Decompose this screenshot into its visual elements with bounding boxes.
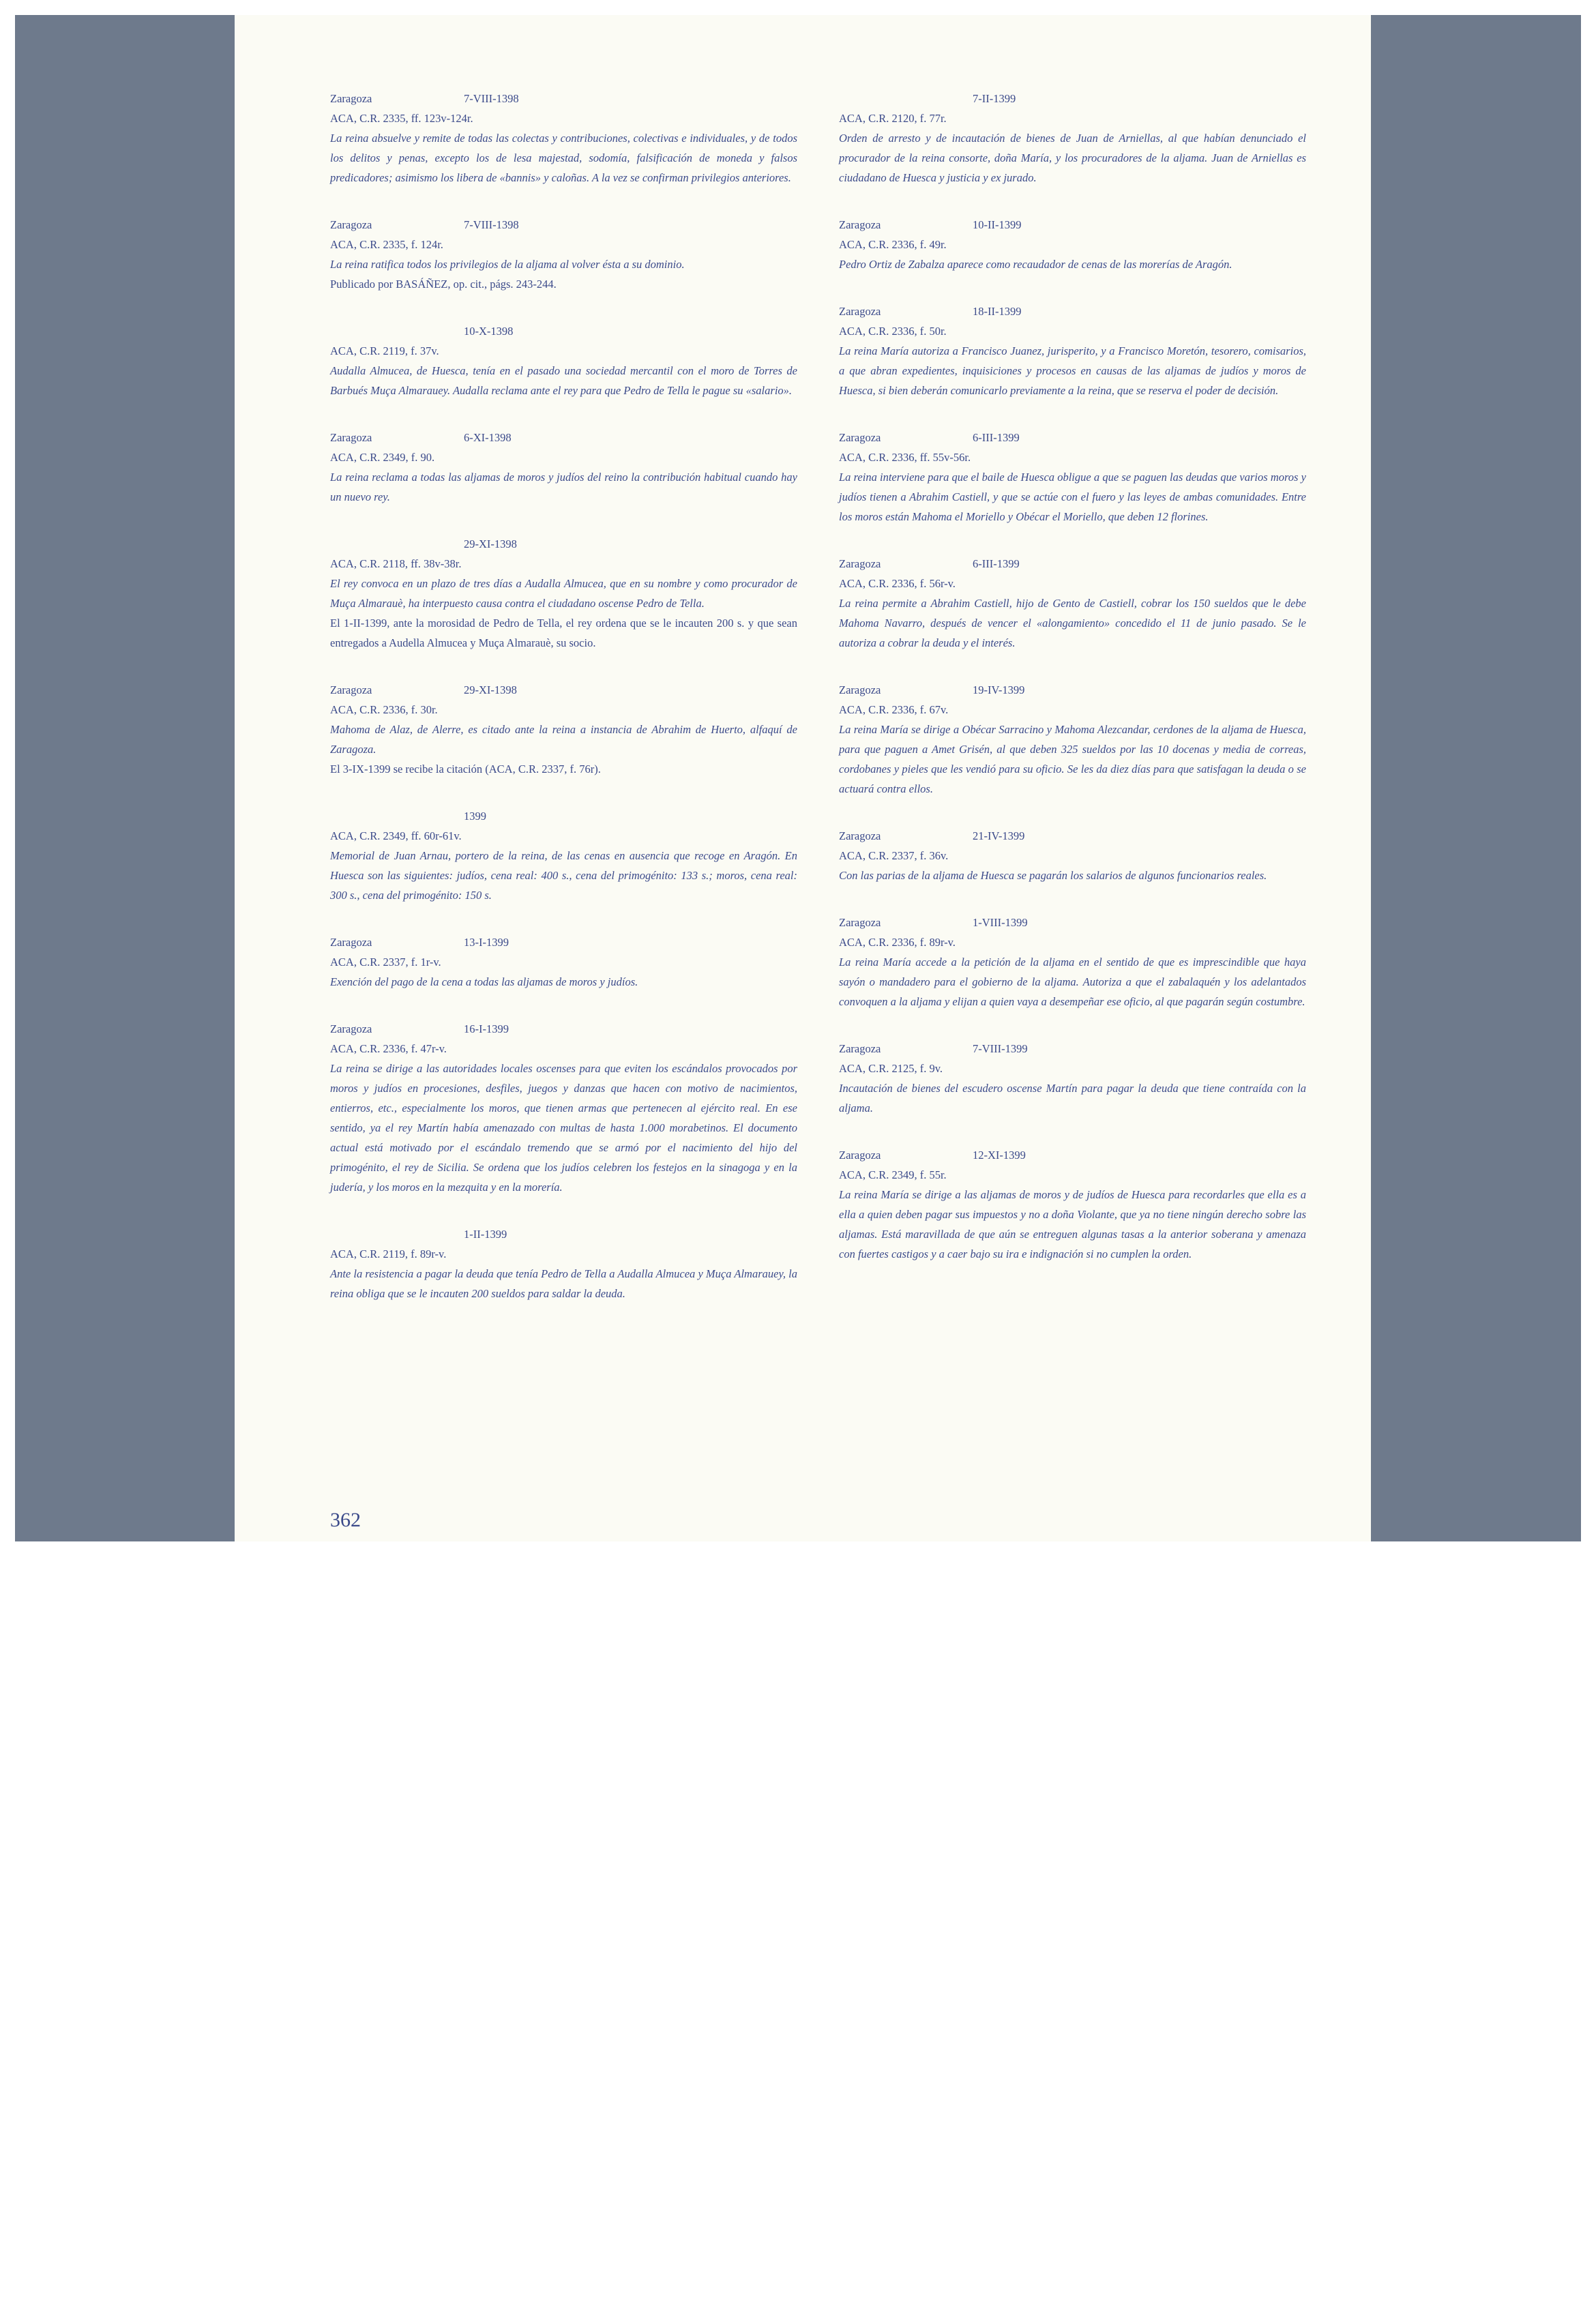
entry-summary: Mahoma de Alaz, de Alerre, es citado ante la reina a instancia de Abrahim de Huerto, alfaquí de Zaragoza. (330, 723, 797, 756)
entry-header (839, 913, 1306, 932)
entry-summary: Orden de arresto y de incautación de bienes de Juan de Arniellas, al que habían denunciado el procurador de la reina consorte, doña María, y los procuradores de la aljama. Juan de Arniellas es ciudadano de Huesca y justicia y ex jurado. (839, 132, 1306, 184)
entry-summary: La reina María se dirige a las aljamas de moros y de judíos de Huesca para recordarles que ella es a ella a quien deben pagar sus impuestos y no a doña Violante, que ya no tiene ningún derecho sobre las aljamas. Está maravillada de que aún se entreguen algunas tasas a la anterior soberana y amenaza con fuertes castigos y a caer bajo su ira e indignación si no cumplen la orden. (839, 1188, 1306, 1260)
entry-summary: La reina María se dirige a Obécar Sarracino y Mahoma Alezcandar, cerdones de la aljama de Huesca, para que paguen a Amet Grisén, al que deben 325 sueldos por las 10 docenas y media de correas, cordobanes y pieles que les vendió para su oficio. Se les da diez días para que satisfagan la deuda o se actuará contra ellos. (839, 723, 1306, 795)
document-entry (839, 215, 1306, 274)
entry-header (839, 301, 1306, 321)
entry-summary: La reina absuelve y remite de todas las colectas y contribuciones, colectivas e individuales, y de todos los delitos y penas, excepto los de lesa majestad, sodomía, falsificación de moneda y falsos predicadores; asimismo los libera de «bannis» y caloñas. A la vez se confirman privilegios anteriores. (330, 132, 797, 184)
entry-archive-reference: ACA, C.R. 2336, f. 49r. (839, 238, 947, 251)
entry-place: Zaragoza (839, 431, 881, 444)
document-entry (330, 321, 797, 400)
entry-archive-reference: ACA, C.R. 2349, ff. 60r-61v. (330, 829, 462, 842)
entry-summary: Incautación de bienes del escudero oscense Martín para pagar la deuda que tiene contraída con la aljama. (839, 1082, 1306, 1114)
document-entry (330, 932, 797, 992)
entry-header (330, 89, 797, 108)
document-entry (839, 1145, 1306, 1264)
entry-date: 16-I-1399 (464, 1022, 509, 1035)
entry-date: 21-IV-1399 (973, 829, 1025, 842)
entry-place: Zaragoza (330, 683, 372, 696)
entry-place: Zaragoza (839, 916, 881, 929)
entry-header (839, 1145, 1306, 1165)
entry-summary: La reina se dirige a las autoridades locales oscenses para que eviten los escándalos provocados por moros y judíos en procesiones, desfiles, juegos y danzas que hacen con motivo de nacimientos, entierros, etc., especialmente los moros, que tienen armas que pertenecen al ejército real. En ese sentido, ya el rey Martín había amenazado con multas de hasta 1.000 morabetinos. El documento actual está motivado por el escándalo tremendo que se armó por el nacimiento del hijo del primogénito, el rey de Sicilia. Se ordena que los judíos celebren los festejos en la sinagoga y en la judería, y los moros en la mezquita y en la morería. (330, 1062, 797, 1194)
right-column (839, 89, 1306, 1291)
entry-header (330, 932, 797, 952)
entry-header (330, 1019, 797, 1039)
entry-summary: El rey convoca en un plazo de tres días a Audalla Almucea, que en su nombre y como procurador de Muça Almarauè, ha interpuesto causa contra el ciudadano oscense Pedro de Tella. (330, 577, 797, 610)
entry-archive-reference: ACA, C.R. 2337, f. 36v. (839, 849, 949, 862)
document-entry (839, 1039, 1306, 1118)
entry-header (330, 321, 797, 341)
entry-header (839, 680, 1306, 700)
entry-header (839, 89, 1306, 108)
entry-archive-reference: ACA, C.R. 2336, f. 30r. (330, 703, 438, 716)
entry-header (839, 1039, 1306, 1059)
document-entry (839, 554, 1306, 653)
document-entry (330, 806, 797, 905)
entry-archive-reference: ACA, C.R. 2335, ff. 123v-124r. (330, 112, 473, 125)
entry-place: Zaragoza (839, 557, 881, 570)
entry-archive-reference: ACA, C.R. 2118, ff. 38v-38r. (330, 557, 462, 570)
entry-date: 7-VIII-1399 (973, 1042, 1028, 1055)
entry-place: Zaragoza (839, 1042, 881, 1055)
entry-note: El 1-II-1399, ante la morosidad de Pedro de Tella, el rey ordena que se le incauten 200 s. y que sean entregados a Audella Almucea y Muça Almarauè, su socio. (330, 617, 797, 649)
entry-date: 6-XI-1398 (464, 431, 512, 444)
entry-summary: Ante la resistencia a pagar la deuda que tenía Pedro de Tella a Audalla Almucea y Muça Almarauey, la reina obliga que se le incauten 200 sueldos para saldar la deuda. (330, 1267, 797, 1300)
entry-date: 18-II-1399 (973, 305, 1022, 318)
entry-header (839, 554, 1306, 574)
entry-archive-reference: ACA, C.R. 2120, f. 77r. (839, 112, 947, 125)
entry-place: Zaragoza (330, 431, 372, 444)
entry-archive-reference: ACA, C.R. 2119, f. 89r-v. (330, 1247, 447, 1260)
entry-summary: Memorial de Juan Arnau, portero de la reina, de las cenas en ausencia que recoge en Aragón. En Huesca son las siguientes: judíos, cena real: 400 s., cena del primogénito: 133 s.; moros, cena real: 300 s., cena del primogénito: 150 s. (330, 849, 797, 902)
entry-date: 29-XI-1398 (464, 537, 517, 550)
entry-date: 1-VIII-1399 (973, 916, 1028, 929)
entry-note: El 3-IX-1399 se recibe la citación (ACA, C.R. 2337, f. 76r). (330, 763, 601, 776)
entry-header (330, 428, 797, 447)
page-number: 362 (330, 1509, 361, 1531)
entry-date: 12-XI-1399 (973, 1149, 1026, 1162)
entry-summary: La reina María autoriza a Francisco Juanez, jurisperito, y a Francisco Moretón, tesorero, comisarios, a que abran expedientes, inquisiciones y procesos en causas de las aljamas de judíos y moros de Huesca, si bien deberán comunicarlo previamente a la reina, que se reserva el poder de decisión. (839, 344, 1306, 397)
entry-summary: Pedro Ortiz de Zabalza aparece como recaudador de cenas de las morerías de Aragón. (839, 258, 1232, 271)
entry-summary: Audalla Almucea, de Huesca, tenía en el pasado una sociedad mercantil con el moro de Torres de Barbués Muça Almarauey. Audalla reclama ante el rey para que Pedro de Tella le pague su «salario». (330, 364, 797, 397)
entry-header (330, 680, 797, 700)
entry-archive-reference: ACA, C.R. 2336, f. 50r. (839, 325, 947, 338)
entry-header (839, 428, 1306, 447)
entry-date: 29-XI-1398 (464, 683, 517, 696)
document-entry (839, 301, 1306, 400)
document-entry (330, 89, 797, 188)
entry-archive-reference: ACA, C.R. 2337, f. 1r-v. (330, 956, 441, 969)
entry-archive-reference: ACA, C.R. 2119, f. 37v. (330, 344, 439, 357)
entry-header (330, 215, 797, 235)
entry-place: Zaragoza (839, 218, 881, 231)
document-entry (839, 913, 1306, 1011)
document-page (235, 15, 1371, 1541)
entry-archive-reference: ACA, C.R. 2125, f. 9v. (839, 1062, 943, 1075)
entry-archive-reference: ACA, C.R. 2336, f. 67v. (839, 703, 949, 716)
entry-summary: La reina reclama a todas las aljamas de moros y judíos del reino la contribución habitual cuando hay un nuevo rey. (330, 471, 797, 503)
document-entry (330, 428, 797, 507)
document-entry (330, 1224, 797, 1303)
entry-place: Zaragoza (330, 218, 372, 231)
entry-date: 6-III-1399 (973, 557, 1020, 570)
entry-date: 10-II-1399 (973, 218, 1022, 231)
entry-summary: La reina ratifica todos los privilegios de la aljama al volver ésta a su dominio. (330, 258, 685, 271)
document-entry (330, 680, 797, 779)
entry-place: Zaragoza (330, 936, 372, 949)
document-entry (839, 89, 1306, 188)
entry-place: Zaragoza (839, 683, 881, 696)
entry-date: 13-I-1399 (464, 936, 509, 949)
entry-archive-reference: ACA, C.R. 2336, ff. 55v-56r. (839, 451, 971, 464)
entry-summary: Con las parias de la aljama de Huesca se pagarán los salarios de algunos funcionarios reales. (839, 869, 1267, 882)
entry-summary: La reina permite a Abrahim Castiell, hijo de Gento de Castiell, cobrar los 150 sueldos que le debe Mahoma Navarro, después de vencer el «alongamiento» concedido el 11 de junio pasado. Se le autoriza a cobrar la deuda y el interés. (839, 597, 1306, 649)
entry-header (330, 806, 797, 826)
document-entry (330, 215, 797, 294)
entry-place: Zaragoza (330, 92, 372, 105)
entry-summary: La reina María accede a la petición de la aljama en el sentido de que es imprescindible que haya sayón o mandadero para el gobierno de la aljama. Autoriza a que el zabalaquén y los adelantados convoquen a la aljama y elijan a quien vaya a desempeñar ese oficio, al que pagarán según costumbre. (839, 956, 1306, 1008)
entry-date: 7-VIII-1398 (464, 218, 519, 231)
entry-archive-reference: ACA, C.R. 2336, f. 47r-v. (330, 1042, 447, 1055)
entry-summary: La reina interviene para que el baile de Huesca obligue a que se paguen las deudas que varios moros y judíos tienen a Abrahim Castiell, y que se actúe con el fuero y las leyes de ambas comunidades. Entre los moros están Mahoma el Moriello y Obécar el Moriello, que deben 12 florines. (839, 471, 1306, 523)
document-entry (330, 1019, 797, 1197)
document-entry (839, 428, 1306, 527)
entry-header (839, 826, 1306, 846)
entry-note: Publicado por BASÁÑEZ, op. cit., págs. 243-244. (330, 278, 557, 291)
document-entry (330, 534, 797, 653)
entry-date: 7-II-1399 (973, 92, 1016, 105)
entry-archive-reference: ACA, C.R. 2336, f. 89r-v. (839, 936, 956, 949)
entry-place: Zaragoza (839, 829, 881, 842)
entry-date: 1399 (464, 810, 486, 823)
entry-place: Zaragoza (839, 305, 881, 318)
entry-date: 7-VIII-1398 (464, 92, 519, 105)
document-entry (839, 826, 1306, 885)
entry-place: Zaragoza (839, 1149, 881, 1162)
entry-date: 1-II-1399 (464, 1228, 507, 1241)
entry-header (839, 215, 1306, 235)
entry-header (330, 534, 797, 554)
entry-date: 6-III-1399 (973, 431, 1020, 444)
left-column (330, 89, 797, 1331)
entry-archive-reference: ACA, C.R. 2349, f. 55r. (839, 1168, 947, 1181)
entry-header (330, 1224, 797, 1244)
entry-date: 19-IV-1399 (973, 683, 1025, 696)
entry-archive-reference: ACA, C.R. 2349, f. 90. (330, 451, 435, 464)
entry-place: Zaragoza (330, 1022, 372, 1035)
document-entry (839, 680, 1306, 799)
entry-archive-reference: ACA, C.R. 2336, f. 56r-v. (839, 577, 956, 590)
entry-date: 10-X-1398 (464, 325, 514, 338)
entry-summary: Exención del pago de la cena a todas las aljamas de moros y judíos. (330, 975, 638, 988)
entry-archive-reference: ACA, C.R. 2335, f. 124r. (330, 238, 443, 251)
